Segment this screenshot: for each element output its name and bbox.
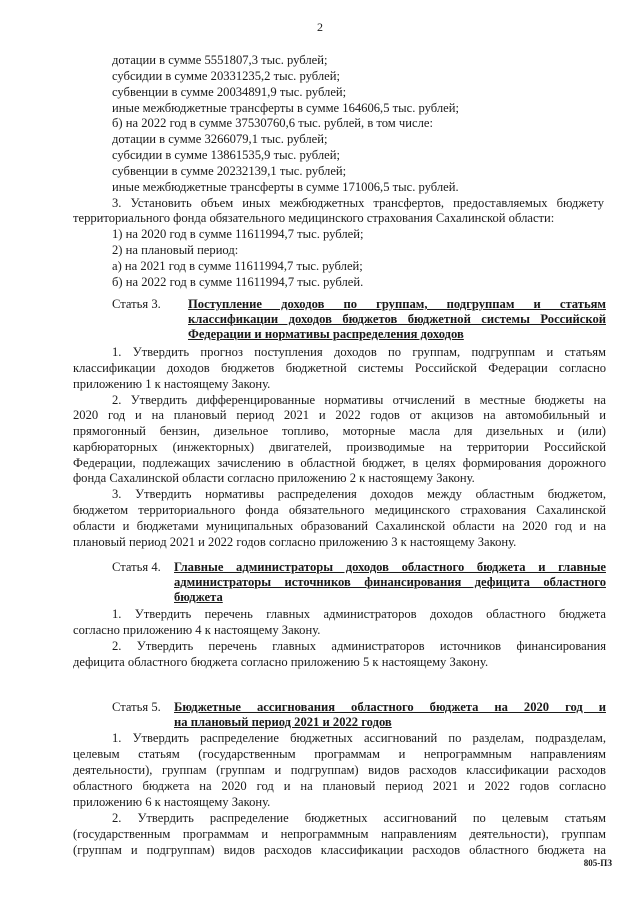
text-line: 2020 год и на плановый период 2021 и 2022 годов от акцизов на автомобильный и xyxy=(73,408,606,422)
text-line: б) на 2022 год в сумме 37530760,6 тыс. рублей, в том числе: xyxy=(112,116,433,130)
text-line: 2. Утвердить дифференцированные нормативы отчислений в местные бюджеты на xyxy=(112,393,606,407)
text-line: дотации в сумме 5551807,3 тыс. рублей; xyxy=(112,53,328,67)
text-line: иные межбюджетные трансферты в сумме 171006,5 тыс. рублей. xyxy=(112,180,459,194)
text-line: прямогонный бензин, дизельное топливо, моторные масла для дизельных и (или) xyxy=(73,424,606,438)
article-5-title-line: на плановый период 2021 и 2022 годов xyxy=(174,715,392,729)
text-line: (группам и подгруппам) видов расходов классификации расходов областного бюджета на xyxy=(73,843,606,857)
text-line: дотации в сумме 3266079,1 тыс. рублей; xyxy=(112,132,328,146)
text-line: деятельности), группам (группам и подгруппам) видов расходов классификации расходов xyxy=(73,763,606,777)
text-line: 1) на 2020 год в сумме 11611994,7 тыс. рублей; xyxy=(112,227,364,241)
text-line: плановый период 2021 и 2022 годов согласно приложению 3 к настоящему Закону. xyxy=(73,535,517,549)
article-5-title-line: Бюджетные ассигнования областного бюджета на 2020 год и xyxy=(174,700,606,714)
article-4-title-line: бюджета xyxy=(174,590,223,604)
text-line: 1. Утвердить распределение бюджетных ассигнований по разделам, подразделам, xyxy=(112,731,606,745)
article-4-title-line: Главные администраторы доходов областного бюджета и главные xyxy=(174,560,606,574)
text-line: приложению 1 к настоящему Закону. xyxy=(73,377,271,391)
text-line: субсидии в сумме 20331235,2 тыс. рублей; xyxy=(112,69,340,83)
article-3-title-line: Поступление доходов по группам, подгруппам и статьям xyxy=(188,297,606,311)
text-line: субсидии в сумме 13861535,9 тыс. рублей; xyxy=(112,148,340,162)
text-line: бюджетом территориального фонда обязательного медицинского страхования Сахалинской xyxy=(73,503,606,517)
article-4-title-line: администраторы источников финансирования дефицита областного xyxy=(174,575,606,589)
article-4-title xyxy=(174,560,606,605)
text-line: 2. Утвердить распределение бюджетных ассигнований по целевым статьям xyxy=(112,811,606,825)
article-5-title xyxy=(174,700,606,730)
article-3-label: Статья 3. xyxy=(112,297,161,311)
article-3-title xyxy=(188,297,606,342)
text-line: а) на 2021 год в сумме 11611994,7 тыс. рублей; xyxy=(112,259,363,273)
text-line: 2. Утвердить перечень главных администраторов источников финансирования xyxy=(112,639,606,653)
text-line: областного бюджета на 2020 год и на плановый период 2021 и 2022 годов согласно xyxy=(73,779,606,793)
text-line: субвенции в сумме 20034891,9 тыс. рублей; xyxy=(112,85,347,99)
text-line: приложению 6 к настоящему Закону. xyxy=(73,795,271,809)
article-3-title-line: классификации доходов бюджетов бюджетной системы Российской xyxy=(188,312,606,326)
text-line: дефицита областного бюджета согласно приложению 5 к настоящему Закону. xyxy=(73,655,489,669)
article-5-label: Статья 5. xyxy=(112,700,161,714)
text-line: карбюраторных (инжекторных) двигателей, производимые на территории Российской xyxy=(73,440,606,454)
text-line: согласно приложению 4 к настоящему Закону. xyxy=(73,623,321,637)
article-4-label: Статья 4. xyxy=(112,560,161,574)
text-line: целевым статьям (государственным программам и непрограммным направлениям xyxy=(73,747,606,761)
text-line: 2) на плановый период: xyxy=(112,243,239,257)
text-line: территориального фонда обязательного медицинского страхования Сахалинской области: xyxy=(73,211,555,225)
text-line: области и бюджетами муниципальных образований Сахалинской области на 2020 год и на xyxy=(73,519,606,533)
text-line: 3. Утвердить нормативы распределения доходов между областным бюджетом, xyxy=(112,487,606,501)
text-line: фонда Сахалинской области согласно приложению 2 к настоящему Закону. xyxy=(73,471,475,485)
article-3-title-line: Федерации и нормативы распределения доходов xyxy=(188,327,464,341)
text-line: классификации доходов бюджетов бюджетной системы Российской Федерации согласно xyxy=(73,361,606,375)
text-line: 3. Установить объем иных межбюджетных трансфертов, предоставляемых бюджету xyxy=(112,196,604,210)
page-number: 2 xyxy=(317,20,323,34)
text-line: 1. Утвердить перечень главных администраторов доходов областного бюджета xyxy=(112,607,606,621)
text-line: (государственным программам и непрограммным направлениям деятельности), группам xyxy=(73,827,606,841)
text-line: 1. Утвердить прогноз поступления доходов по группам, подгруппам и статьям xyxy=(112,345,606,359)
text-line: субвенции в сумме 20232139,1 тыс. рублей; xyxy=(112,164,347,178)
document-code: 805-ПЗ xyxy=(583,858,612,868)
text-line: иные межбюджетные трансферты в сумме 164606,5 тыс. рублей; xyxy=(112,101,459,115)
text-line: б) на 2022 год в сумме 11611994,7 тыс. рублей. xyxy=(112,275,364,289)
text-line: Федерации, подлежащих зачислению в областной бюджет, в целях формирования дорожного xyxy=(73,456,606,470)
